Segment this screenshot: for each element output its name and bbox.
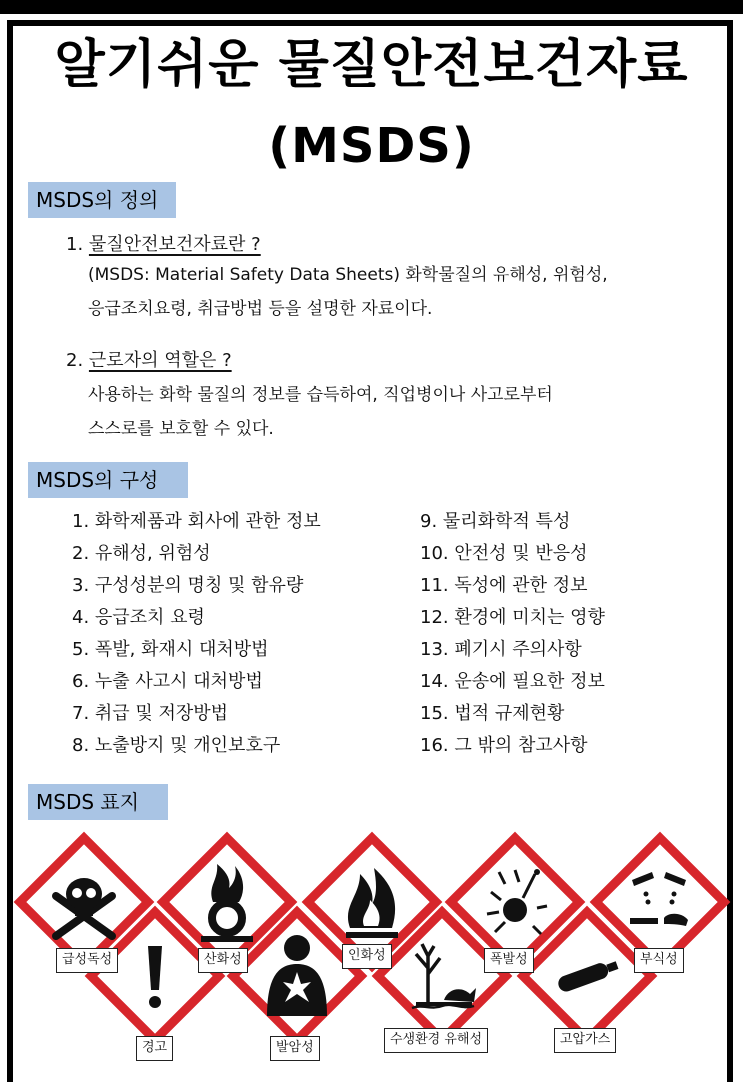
pictogram-label: 부식성 [634,948,684,973]
section-composition-label: MSDS의 구성 [28,462,188,498]
list-item: 3. 구성성분의 명칭 및 함유량 [72,575,304,596]
list-item: 4. 응급조치 요령 [72,607,205,628]
answer-1-line-2: 응급조치요령, 취급방법 등을 설명한 자료이다. [88,299,433,319]
pictogram-label: 경고 [136,1036,173,1061]
list-item: 9. 물리화학적 특성 [420,511,571,532]
pictogram-label: 폭발성 [484,948,534,973]
question-1-title: 물질안전보건자료란 ? [88,234,261,255]
section-definition-label: MSDS의 정의 [28,182,176,218]
page-title: 알기쉬운 물질안전보건자료 [54,35,689,95]
pictogram-label: 고압가스 [554,1028,616,1053]
answer-1-line-1: (MSDS: Material Safety Data Sheets) 화학물질의 유해성, 위험성, [88,265,608,285]
page-subtitle: (MSDS) [268,118,475,174]
pictogram-label: 수생환경 유해성 [384,1028,488,1053]
question-1-number: 1. [66,234,84,255]
pictogram-label: 급성독성 [56,948,118,973]
question-1 [66,232,261,258]
pictogram-label: 발암성 [270,1036,320,1061]
list-item: 6. 누출 사고시 대처방법 [72,671,263,692]
pictogram-label: 산화성 [198,948,248,973]
list-item: 15. 법적 규제현황 [420,703,565,724]
top-border [0,0,743,14]
list-item: 7. 취급 및 저장방법 [72,703,229,724]
list-item: 14. 운송에 필요한 정보 [420,671,605,692]
answer-2-line-2: 스스로를 보호할 수 있다. [88,419,274,439]
pictogram-label: 인화성 [342,944,392,969]
list-item: 10. 안전성 및 반응성 [420,543,588,564]
list-item: 1. 화학제품과 회사에 관한 정보 [72,511,321,532]
list-item: 13. 폐기시 주의사항 [420,639,582,660]
question-2-title: 근로자의 역할은 ? [88,350,232,371]
list-item: 8. 노출방지 및 개인보호구 [72,735,281,756]
hazard-pictograms [12,826,732,1082]
list-item: 11. 독성에 관한 정보 [420,575,588,596]
list-item: 12. 환경에 미치는 영향 [420,607,605,628]
list-item: 5. 폭발, 화재시 대처방법 [72,639,269,660]
question-2 [66,348,232,374]
section-symbols-label: MSDS 표지 [28,784,168,820]
answer-2-line-1: 사용하는 화학 물질의 정보를 습득하여, 직업병이나 사고로부터 [88,385,553,405]
list-item: 16. 그 밖의 참고사항 [420,735,588,756]
question-2-number: 2. [66,350,84,371]
list-item: 2. 유해성, 위험성 [72,543,211,564]
